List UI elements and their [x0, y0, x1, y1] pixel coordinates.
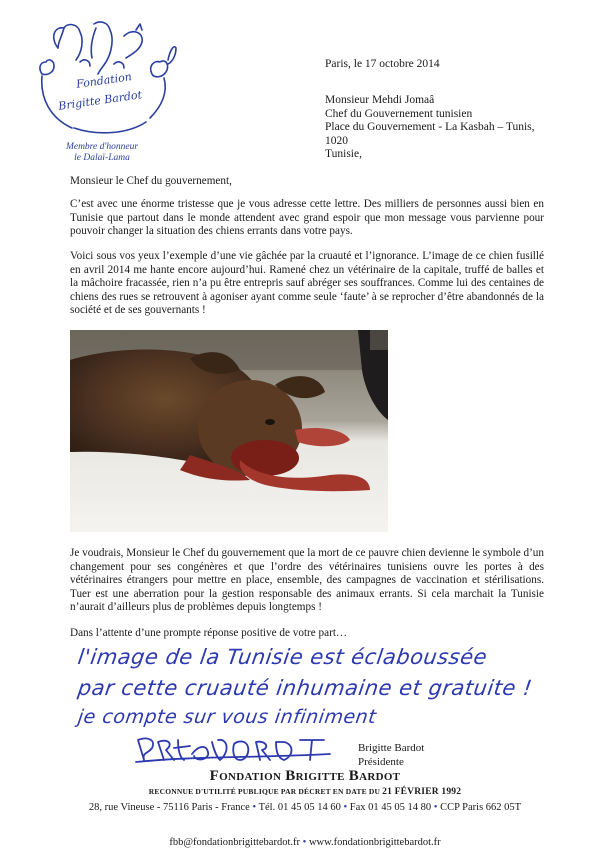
paragraph-3: Je voudrais, Monsieur le Chef du gouvernement que la mort de ce pauvre chien devienne le symbole d’un changement pour ses congénères et que l’ordre des vétérinaires tunisiens ouvre les portes à des vétérinaires étrangers pour mettre en place, ensemble, des campagnes de vaccination et stérilisations. Tuer est une aberration pour la gestion responsable des animaux errants. Si cela marchait la Tunisie n’aurait d’ailleurs plus de problèmes depuis longtemps ! — [70, 547, 544, 613]
recognition-line — [0, 787, 610, 797]
footer-email[interactable]: fbb@fondationbrigittebardot.fr — [169, 837, 301, 848]
signer-role: Présidente — [358, 756, 404, 768]
logo-text-line2: Brigitte Bardot — [57, 88, 143, 113]
addressee-line: Chef du Gouvernement tunisien — [325, 107, 473, 120]
signer-name: Brigitte Bardot — [358, 742, 425, 754]
paragraph-1: C’est avec une énorme tristesse que je vous adresse cette lettre. Des milliers de personnes aussi bien en Tunisie que partout dans le monde attendent avec grand espoir que mon message vous parvienne pour pouvoir changer la situation des chiens errants dans votre pays. — [70, 198, 544, 237]
honorary-member-note — [52, 142, 152, 164]
bullet-icon: • — [252, 802, 259, 813]
addressee-line: Tunisie, — [325, 148, 362, 160]
footer-ccp: CCP Paris 662 05T — [440, 802, 522, 813]
addressee-line: Monsieur Mehdi Jomaâ — [325, 94, 435, 106]
footer-address: 28, rue Vineuse - 75116 Paris - France — [88, 802, 250, 813]
contact-line — [0, 802, 610, 813]
honorary-member-line2: le Dalaï-Lama — [74, 153, 130, 163]
handwritten-line-2: par cette cruauté inhumaine et gratuite ! — [76, 676, 534, 700]
footer-phone: Tél. 01 45 05 14 60 — [258, 802, 341, 813]
bullet-icon: • — [302, 837, 309, 848]
letter-date: Paris, le 17 octobre 2014 — [325, 58, 440, 70]
addressee-line: 1020 — [325, 134, 348, 147]
honorary-member-line1: Membre d'honneur — [65, 142, 139, 152]
recognition-date: 21 FÉVRIER 1992 — [382, 787, 462, 797]
bullet-icon: • — [433, 802, 441, 813]
addressee-block — [325, 94, 535, 162]
recognition-prefix: RECONNUE D'UTILITÉ PUBLIQUE PAR DÉCRET EN DATE DU — [148, 787, 381, 796]
bullet-icon: • — [343, 802, 350, 813]
handwritten-line-3: je compte sur vous infiniment — [76, 706, 378, 728]
handwritten-line-1: l'image de la Tunisie est éclaboussée — [76, 645, 489, 669]
injured-dog-photo — [70, 330, 388, 532]
closing-line: Dans l’attente d’une prompte réponse positive de votre part… — [70, 627, 348, 639]
addressee-line: Place du Gouvernement - La Kasbah – Tunis, — [325, 121, 535, 133]
foundation-name: Fondation Brigitte Bardot — [209, 768, 401, 784]
paragraph-2: Voici sous vos yeux l’exemple d’une vie gâchée par la cruauté et l’ignorance. L’image de ce chien fusillé en avril 2014 me hante encore aujourd’hui. Ramené chez un vétérinaire de la capitale, truffé de balles et la mâchoire fracassée, rien n’a pu être entrepris sauf abréger ses souffrances. Comme lui des centaines de chiens des rues se retrouvent à agoniser ayant comme seule ‘faute’ à se reprocher d’être abandonnés de la société et de ses gouvernants ! — [70, 250, 544, 316]
footer-website[interactable]: www.fondationbrigittebardot.fr — [308, 837, 441, 848]
handwritten-signature — [134, 732, 334, 764]
web-contact-line — [0, 837, 610, 848]
footer-fax: Fax 01 45 05 14 80 — [349, 802, 432, 813]
foundation-logo — [28, 18, 178, 136]
logo-text-line1: Fondation — [75, 70, 133, 91]
salutation: Monsieur le Chef du gouvernement, — [70, 175, 232, 187]
